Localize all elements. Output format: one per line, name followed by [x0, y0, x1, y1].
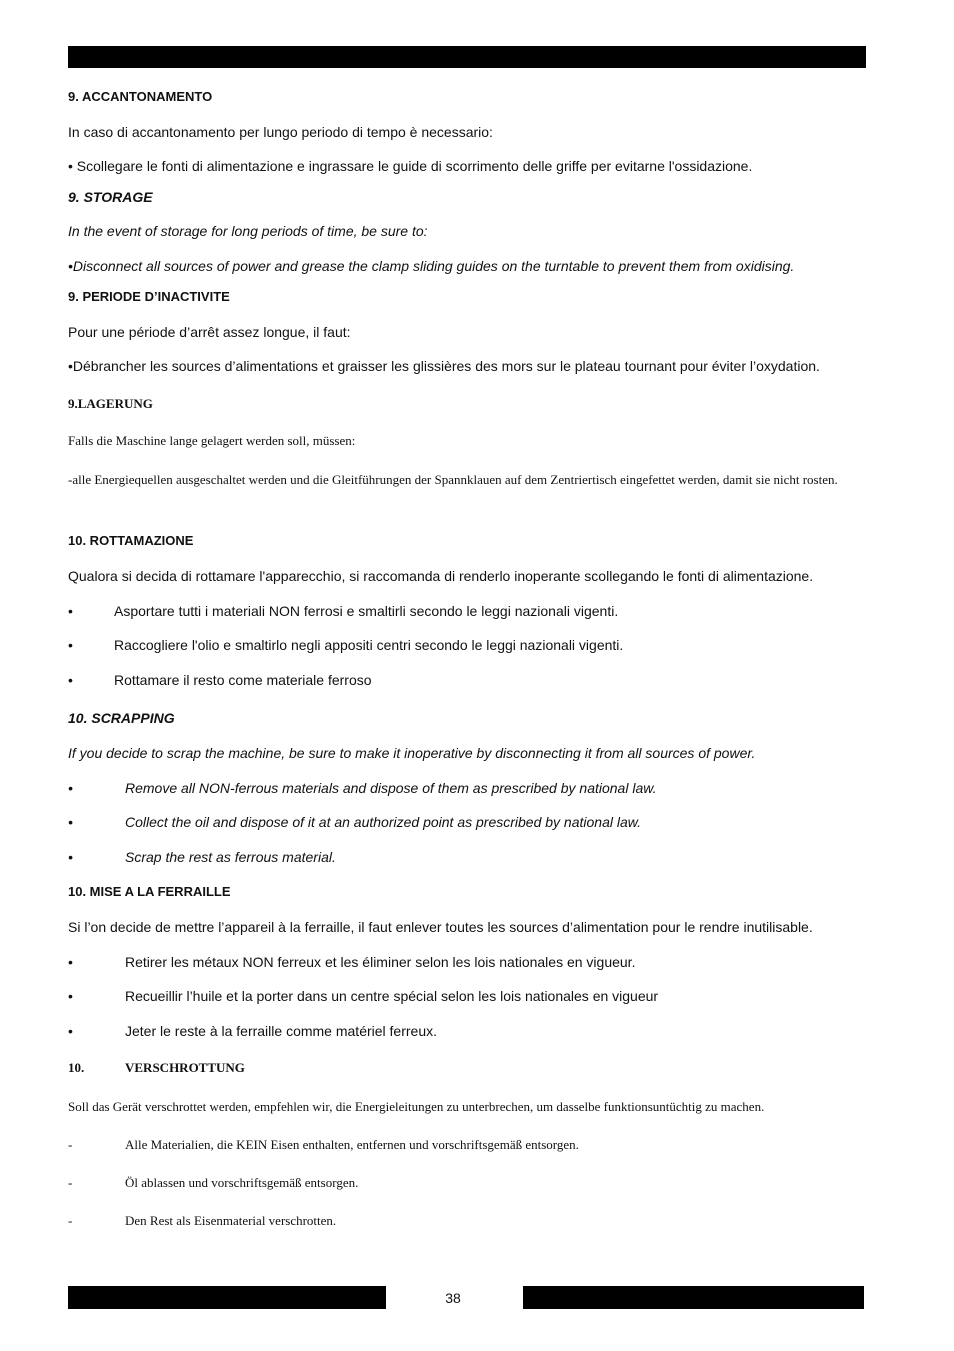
paragraph-fr-scrap-intro: Si l’on decide de mettre l’appareil à la ferraille, il faut enlever toutes les sources d’alimentation pour le rendre inutilisable. — [68, 919, 813, 935]
bullet: • — [68, 814, 73, 830]
paragraph-en-storage-intro: In the event of storage for long periods of time, be sure to: — [68, 223, 428, 239]
bullet: • — [68, 672, 73, 688]
section-heading-en-storage: 9. STORAGE — [68, 189, 153, 205]
section-heading-it-scrap: 10. ROTTAMAZIONE — [68, 533, 194, 548]
dash-bullet: - — [68, 1213, 73, 1228]
list-item-en-storage: •Disconnect all sources of power and grease the clamp sliding guides on the turntable to prevent them from oxidising. — [68, 258, 795, 274]
section-heading-fr-storage: 9. PERIODE D’INACTIVITE — [68, 289, 230, 304]
list-item-fr-scrap-3: Jeter le reste à la ferraille comme matériel ferreux. — [125, 1023, 437, 1039]
paragraph-de-storage-intro: Falls die Maschine lange gelagert werden soll, müssen: — [68, 433, 356, 448]
paragraph-fr-storage-intro: Pour une période d’arrêt assez longue, il faut: — [68, 324, 351, 340]
list-item-fr-storage: •Débrancher les sources d’alimentations et graisser les glissières des mors sur le plateau tournant pour éviter l’oxydation. — [68, 358, 820, 374]
list-item-it-scrap-2: Raccogliere l'olio e smaltirlo negli appositi centri secondo le leggi nazionali vigenti. — [114, 637, 624, 653]
list-item-it-storage: • Scollegare le fonti di alimentazione e ingrassare le guide di scorrimento delle griffe per evitarne l'ossidazione. — [68, 158, 753, 174]
header-bar — [68, 46, 866, 68]
bullet: • — [68, 954, 73, 970]
list-item-fr-scrap-1: Retirer les métaux NON ferreux et les éliminer selon les lois nationales en vigueur. — [125, 954, 636, 970]
list-item-en-scrap-2: Collect the oil and dispose of it at an authorized point as prescribed by national law. — [125, 814, 641, 830]
footer-bar-left — [68, 1286, 386, 1309]
bullet: • — [68, 1023, 73, 1039]
section-heading-de-scrap: VERSCHROTTUNG — [125, 1060, 245, 1075]
bullet: • — [68, 637, 73, 653]
paragraph-it-storage-intro: In caso di accantonamento per lungo periodo di tempo è necessario: — [68, 124, 493, 140]
list-item-it-scrap-3: Rottamare il resto come materiale ferroso — [114, 672, 372, 688]
bullet: • — [68, 849, 73, 865]
list-item-fr-scrap-2: Recueillir l’huile et la porter dans un centre spécial selon les lois nationales en vigueur — [125, 988, 659, 1004]
list-item-de-scrap-2: Öl ablassen und vorschriftsgemäß entsorgen. — [125, 1175, 359, 1190]
list-item-en-scrap-1: Remove all NON-ferrous materials and dispose of them as prescribed by national law. — [125, 780, 657, 796]
bullet: • — [68, 780, 73, 796]
list-item-en-scrap-3: Scrap the rest as ferrous material. — [125, 849, 336, 865]
list-item-it-scrap-1: Asportare tutti i materiali NON ferrosi e smaltirli secondo le leggi nazionali vigenti. — [114, 603, 619, 619]
section-heading-en-scrap: 10. SCRAPPING — [68, 710, 175, 726]
list-item-de-scrap-3: Den Rest als Eisenmaterial verschrotten. — [125, 1213, 337, 1228]
paragraph-de-scrap-intro: Soll das Gerät verschrottet werden, empfehlen wir, die Energieleitungen zu unterbrechen, um dasselbe funktionsuntüchtig zu machen. — [68, 1099, 765, 1114]
paragraph-it-scrap-intro: Qualora si decida di rottamare l'apparecchio, si raccomanda di renderlo inoperante scollegando le fonti di alimentazione. — [68, 568, 814, 584]
paragraph-en-scrap-intro: If you decide to scrap the machine, be sure to make it inoperative by disconnecting it from all sources of power. — [68, 745, 756, 761]
dash-bullet: - — [68, 1175, 73, 1190]
bullet: • — [68, 603, 73, 619]
section-heading-de-storage: 9.LAGERUNG — [68, 396, 153, 411]
section-heading-it-storage: 9. ACCANTONAMENTO — [68, 89, 213, 104]
footer-bar-right — [523, 1286, 864, 1309]
list-item-de-storage: -alle Energiequellen ausgeschaltet werden und die Gleitführungen der Spannklauen auf dem Zentriertisch eingefettet werden, damit sie nicht rosten. — [68, 472, 838, 487]
page-number: 38 — [445, 1290, 461, 1306]
section-number-de-scrap: 10. — [68, 1060, 85, 1075]
section-heading-fr-scrap: 10. MISE A LA FERRAILLE — [68, 884, 231, 899]
dash-bullet: - — [68, 1137, 73, 1152]
list-item-de-scrap-1: Alle Materialien, die KEIN Eisen enthalten, entfernen und vorschriftsgemäß entsorgen. — [125, 1137, 579, 1152]
bullet: • — [68, 988, 73, 1004]
